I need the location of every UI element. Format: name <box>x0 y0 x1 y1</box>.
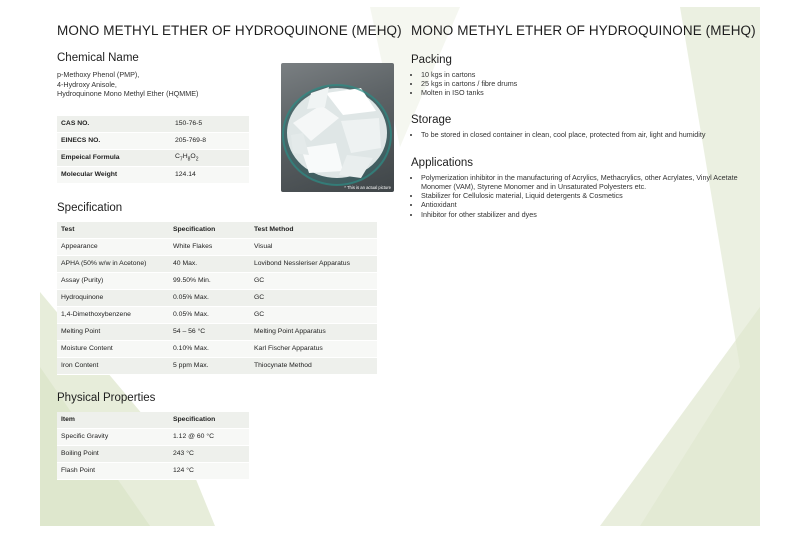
photo-caption: * This is an actual picture <box>344 185 391 190</box>
table-row <box>57 462 249 479</box>
list-item: • 10 kgs in cartons <box>421 70 760 79</box>
table-row <box>57 445 249 462</box>
table-cell: Boiling Point <box>61 450 99 458</box>
table-row <box>57 166 249 183</box>
identity-label: EINECS NO. <box>61 137 101 145</box>
table-cell: Hydroquinone <box>61 294 104 302</box>
table-row <box>57 428 249 445</box>
specification-heading: Specification <box>57 201 123 214</box>
column-header: Item <box>61 416 75 424</box>
list-item: • Polymerization inhibitor in the manufacturing of Acrylics, Methacrylics, other Acrylates, Vinyl Acetate Monomer (VAM), Styrene Monomer and in Unsaturated Polyesters etc. <box>421 173 751 191</box>
right-column <box>411 23 760 219</box>
table-header-row <box>57 412 249 429</box>
table-row <box>57 289 377 306</box>
table-cell: Moisture Content <box>61 345 113 353</box>
table-cell: Thiocynate Method <box>254 362 312 370</box>
specification-table <box>57 222 377 375</box>
table-cell: 1.12 @ 60 °C <box>173 433 214 441</box>
physical-properties-table <box>57 412 249 480</box>
table-cell: GC <box>254 311 265 319</box>
list-item: • Stabilizer for Cellulosic material, Liquid detergents & Cosmetics <box>421 191 751 200</box>
column-header: Test <box>61 226 75 234</box>
table-cell: Melting Point <box>61 328 101 336</box>
table-cell: 5 ppm Max. <box>173 362 209 370</box>
column-header: Test Method <box>254 226 294 234</box>
identity-label: Molecular Weight <box>61 171 118 179</box>
identity-value: 205-769-8 <box>175 137 206 145</box>
table-row <box>57 306 377 323</box>
table-cell: Karl Fischer Apparatus <box>254 345 323 353</box>
column-header: Specification <box>173 226 216 234</box>
storage-list <box>411 130 751 139</box>
table-row <box>57 340 377 357</box>
synonym: Hydroquinone Mono Methyl Ether (HQMME) <box>57 89 199 99</box>
list-item: • Molten in ISO tanks <box>421 88 760 97</box>
table-row <box>57 255 377 272</box>
table-cell: 0.05% Max. <box>173 294 209 302</box>
list-item: • Inhibitor for other stabilizer and dyes <box>421 210 751 219</box>
table-cell: 1,4-Dimethoxybenzene <box>61 311 131 319</box>
table-cell: Melting Point Apparatus <box>254 328 326 336</box>
table-cell: Assay (Purity) <box>61 277 104 285</box>
table-cell: 54 – 56 °C <box>173 328 206 336</box>
page-title: MONO METHYL ETHER OF HYDROQUINONE (MEHQ) <box>411 23 756 38</box>
left-column <box>57 23 402 480</box>
list-item: • 25 kgs in cartons / fibre drums <box>421 79 760 88</box>
table-cell: GC <box>254 294 265 302</box>
identity-value: 150-76-5 <box>175 120 203 128</box>
formula-value: $C_7H_8O_2$ <box>175 153 199 163</box>
packing-list <box>411 70 760 98</box>
table-row <box>57 149 249 166</box>
table-cell: 99.50% Min. <box>173 277 211 285</box>
table-row <box>57 238 377 255</box>
applications-heading: Applications <box>411 156 474 169</box>
table-cell: APHA (50% w/w in Acetone) <box>61 260 147 268</box>
physical-properties-heading: Physical Properties <box>57 391 156 404</box>
table-cell: GC <box>254 277 265 285</box>
table-cell: 0.05% Max. <box>173 311 209 319</box>
table-cell: Iron Content <box>61 362 99 370</box>
specification-rows <box>57 238 377 374</box>
physical-properties-rows <box>57 428 249 479</box>
datasheet-page <box>40 7 760 526</box>
table-cell: White Flakes <box>173 243 213 251</box>
table-row <box>57 323 377 340</box>
table-cell: Appearance <box>61 243 98 251</box>
identity-value: 124.14 <box>175 171 196 179</box>
identity-label: CAS NO. <box>61 120 90 128</box>
table-header-row <box>57 222 377 239</box>
table-row <box>57 272 377 289</box>
applications-list <box>411 173 751 219</box>
table-row <box>57 116 249 133</box>
list-item: • Antioxidant <box>421 200 751 209</box>
identity-label: Empeical Formula <box>61 154 120 162</box>
table-cell: Lovibond Nessleriser Apparatus <box>254 260 350 268</box>
page-title: MONO METHYL ETHER OF HYDROQUINONE (MEHQ) <box>57 23 402 38</box>
table-cell: 0.10% Max. <box>173 345 209 353</box>
table-cell: 243 °C <box>173 450 194 458</box>
table-row <box>57 357 377 374</box>
product-photo <box>281 63 394 192</box>
synonym: 4-Hydroxy Anisole, <box>57 79 117 89</box>
synonym: p-Methoxy Phenol (PMP), <box>57 70 140 79</box>
column-header: Specification <box>173 416 216 424</box>
table-cell: Flash Point <box>61 467 96 475</box>
packing-heading: Packing <box>411 54 452 66</box>
flakes-in-dish-image <box>281 63 394 192</box>
identity-table <box>57 116 249 184</box>
table-cell: 124 °C <box>173 467 194 475</box>
table-cell: 40 Max. <box>173 260 198 268</box>
list-item: • To be stored in closed container in clean, cool place, protected from air, light and humidity <box>421 130 751 139</box>
storage-heading: Storage <box>411 113 452 126</box>
table-row <box>57 132 249 149</box>
chemical-name-heading: Chemical Name <box>57 52 139 64</box>
table-cell: Visual <box>254 243 273 251</box>
table-cell: Specific Gravity <box>61 433 109 441</box>
